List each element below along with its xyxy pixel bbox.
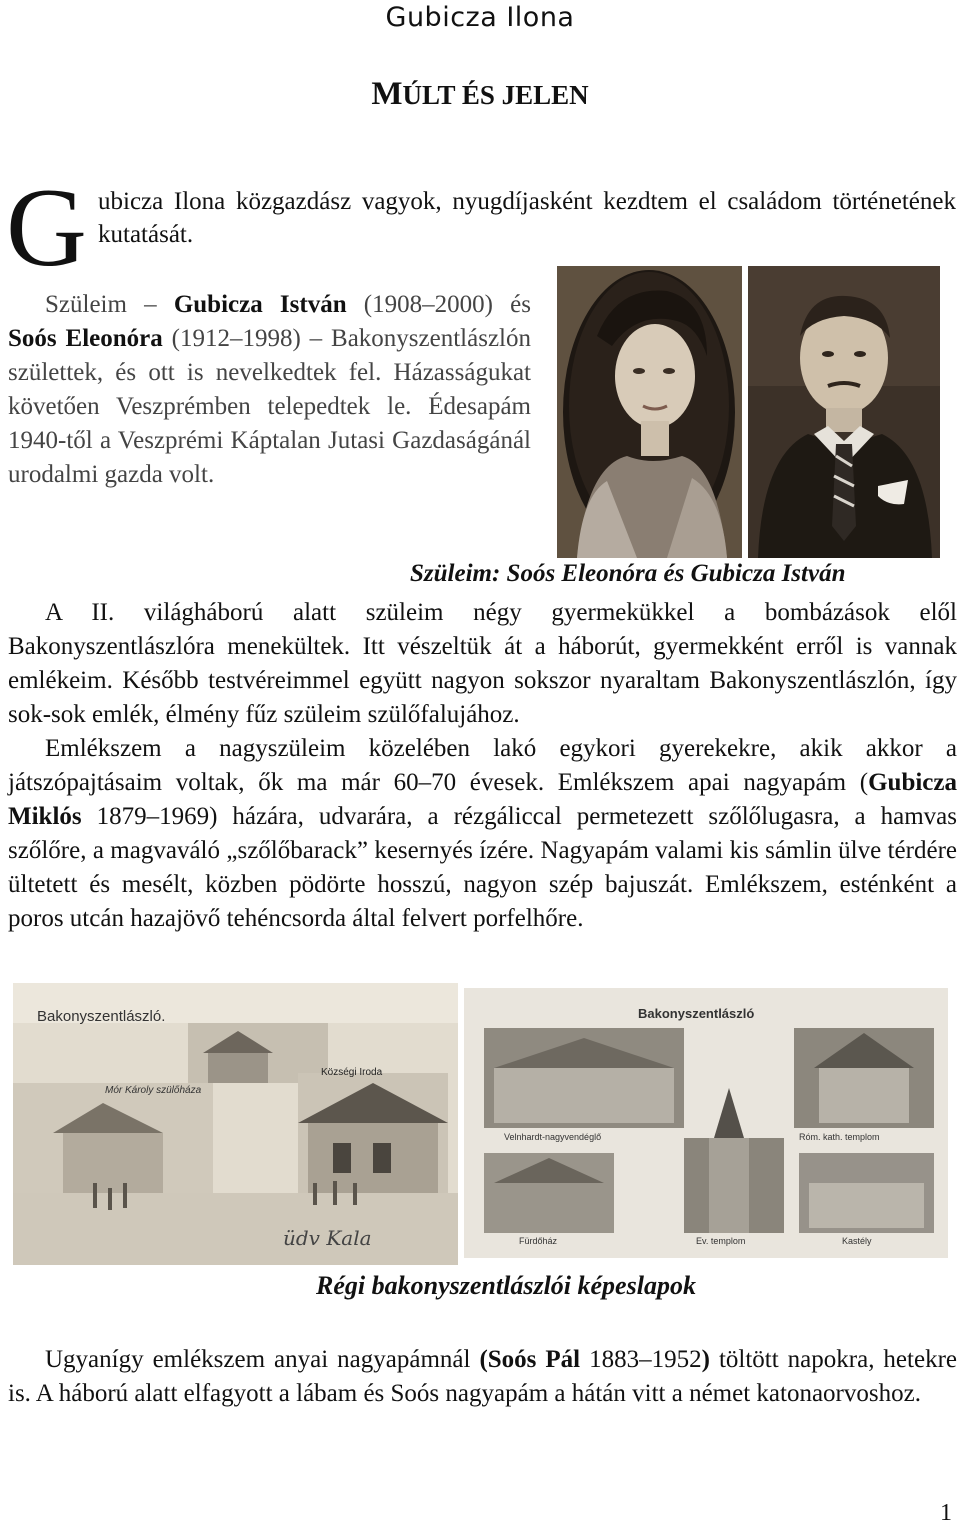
drop-cap: G — [6, 166, 87, 290]
postcard-left-label-house: Mór Károly szülőháza — [105, 1085, 202, 1096]
portrait-father-photo — [748, 266, 940, 558]
page-title — [0, 76, 960, 113]
title-rest: ÚLT ÉS JELEN — [402, 80, 589, 110]
portrait-mother-photo — [557, 266, 742, 558]
postcard-left-title: Bakonyszentlászló. — [37, 1008, 166, 1025]
postcard-left-handwriting: üdv Kala — [283, 1226, 372, 1250]
final-paragraph: Ugyanígy emlékszem anyai nagyapámnál (Soós Pál 1883–1952) töltött napokra, hetekre is. A háború alatt elfagyott a lábam és Soós nagyapám a hátán vitt a német katonaorvoshoz. — [8, 1346, 957, 1407]
postcard-right-label-3: Fürdőház — [519, 1236, 558, 1246]
postcard-right-label-5: Kastély — [842, 1236, 872, 1246]
war-paragraph: A II. világháború alatt szüleim négy gyermekükkel a bombázások elől Bakonyszentlászlóra menekültek. Itt vészeltük át a háborút, gyermekként erről is vannak emlékeim. Később testvéreimmel együtt nagyon sokszor nyaraltam Bakonyszentlászlón, így sok-sok emlék, élmény fűz szüleim szülőfalujához. — [8, 599, 957, 728]
parents-photo-caption: Szüleim: Soós Eleonóra és Gubicza István — [410, 560, 846, 587]
page-number: 1 — [940, 1500, 952, 1526]
postcard-right-image — [464, 988, 948, 1258]
title-initial: M — [371, 76, 403, 112]
postcards-caption: Régi bakonyszentlászlói képeslapok — [316, 1271, 696, 1300]
postcard-right-label-2: Róm. kath. templom — [799, 1132, 880, 1142]
postcard-right-label-1: Velnhardt-nagyvendéglő — [504, 1132, 602, 1142]
parents-paragraph: Szüleim – Gubicza István (1908–2000) és Soós Eleonóra (1912–1998) – Bakonyszentlászlón születtek, és ott is nevelkedtek fel. Házasságukat követően Veszprémben telepedtek le. Édesapám 1940-től a Veszprémi Káptalan Jutasi Gazdaságánál urodalmi gazda volt. — [8, 291, 531, 488]
memory-paragraph: Emlékszem a nagyszüleim közelében lakó egykori gyerekekre, akik akkor a játszópajtásaim voltak, ők ma már 60–70 évesek. Emlékszem apai nagyapám (Gubicza Miklós 1879–1969) házára, udvarára, a rézgáliccal permetezett szőlőlugasra, a hamvas szőlőre, a magvaváló „szőlőbarack” kesernyés ízére. Nagyapám valami kis sámlin ülve térdére ültetett és mesélt, közben pödörte hosszú, nagyon szép bajuszát. Emlékszem, esténként a poros utcán hazajövő tehéncsorda által felvert porfelhőre. — [8, 735, 957, 932]
author-name: Gubicza Ilona — [385, 2, 575, 33]
postcard-left-image — [13, 983, 458, 1265]
postcard-right-label-4: Ev. templom — [696, 1236, 746, 1246]
intro-paragraph: ubicza Ilona közgazdász vagyok, nyugdíjasként kezdtem el családom történetének kutatását. — [98, 188, 956, 248]
postcard-right-title: Bakonyszentlászló — [638, 1006, 755, 1021]
postcard-left-label-office: Községi Iroda — [321, 1067, 383, 1078]
